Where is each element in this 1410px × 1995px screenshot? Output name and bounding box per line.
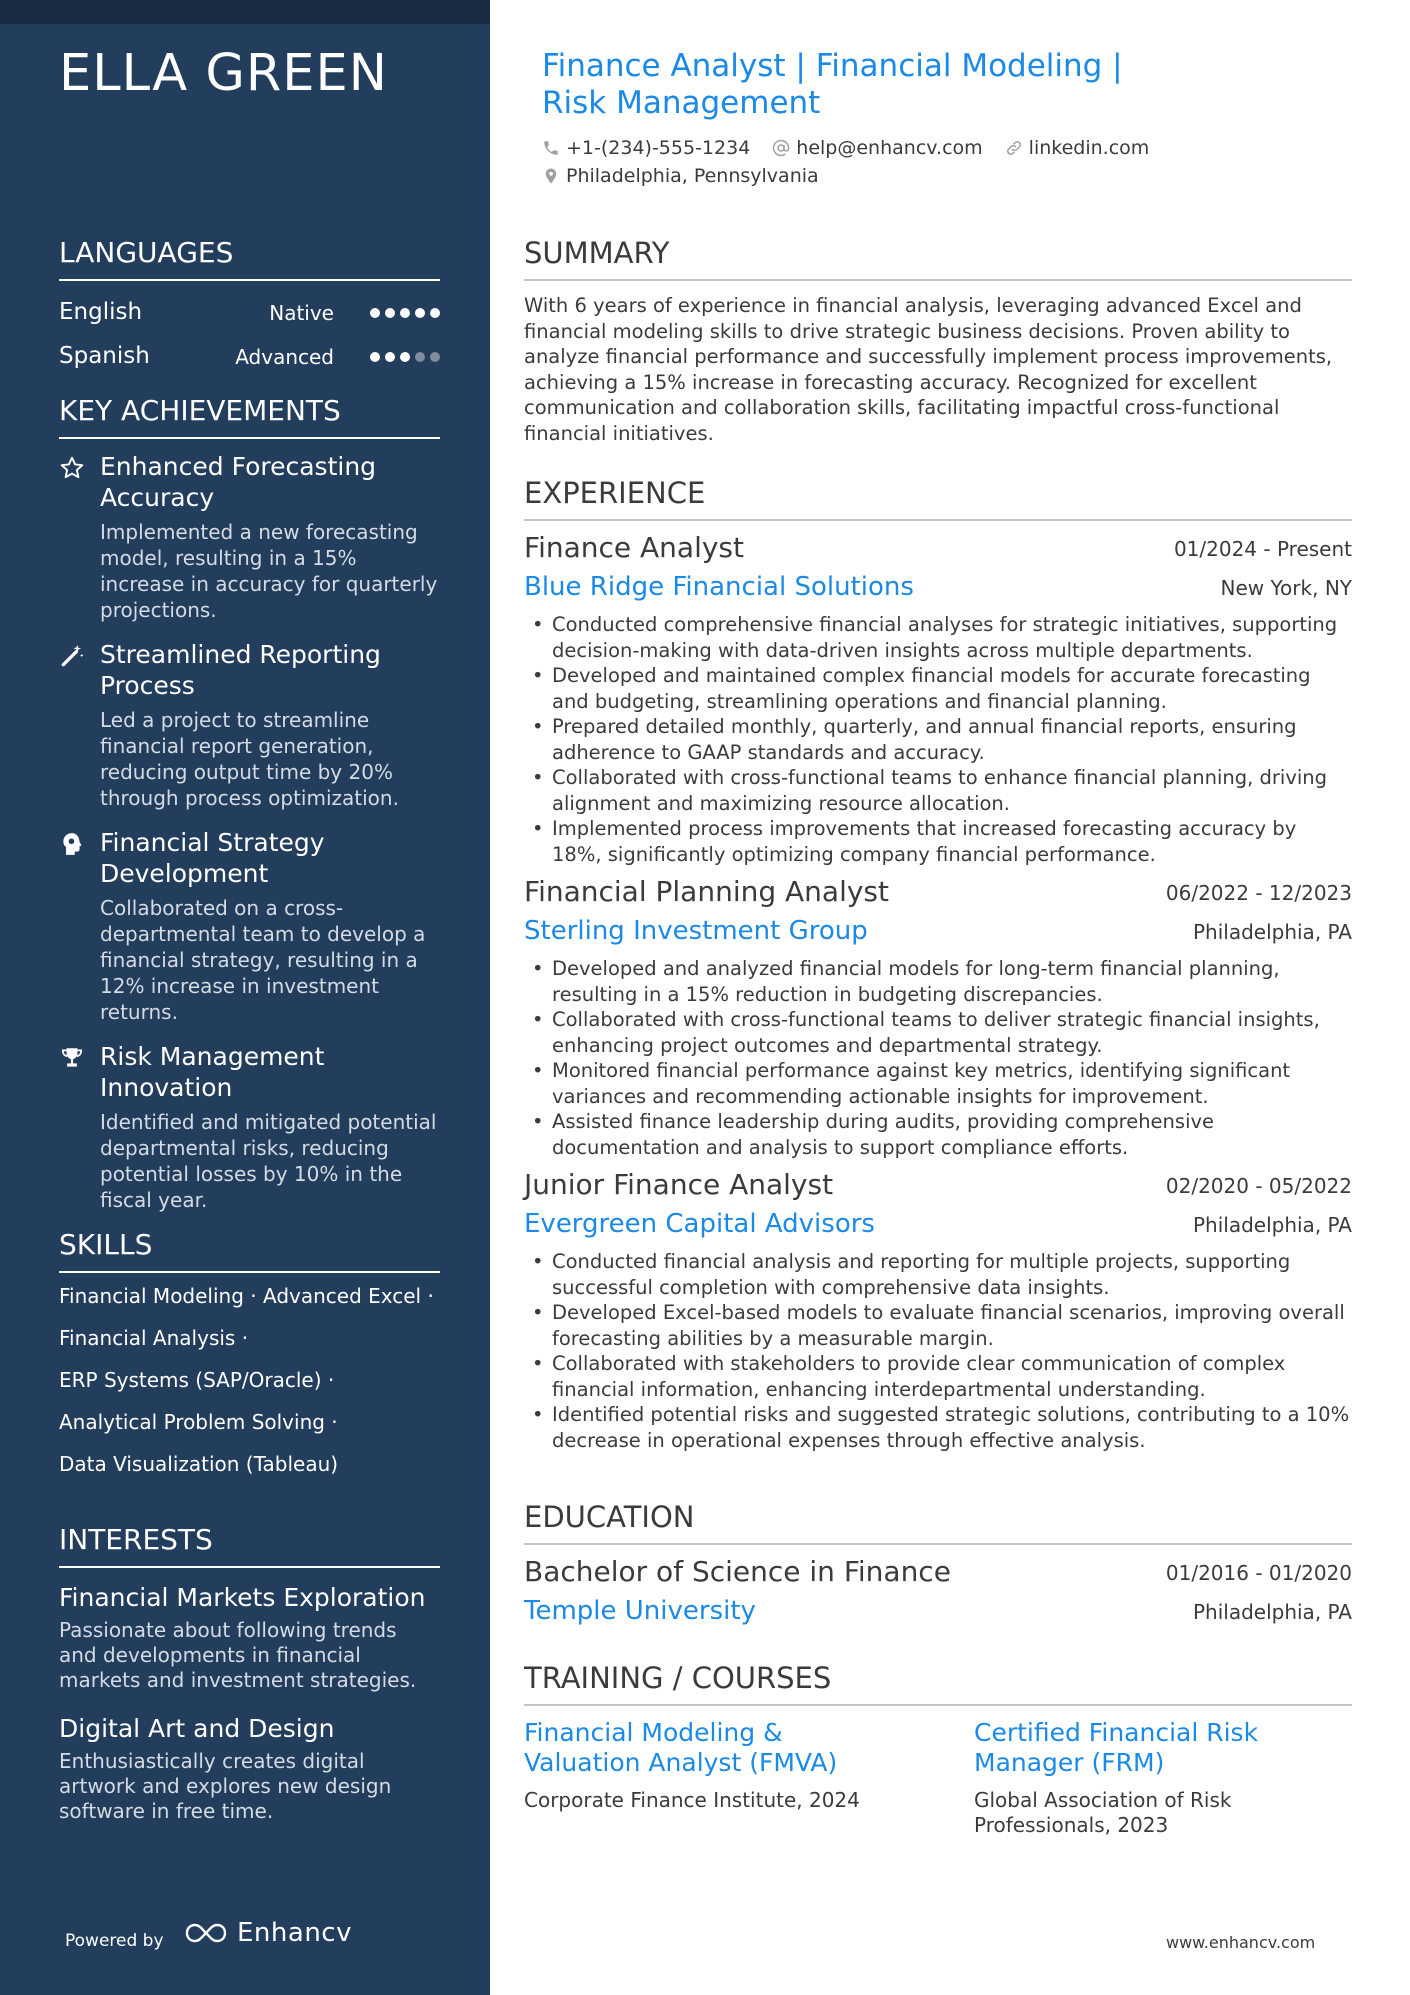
achievements-section xyxy=(59,394,440,1229)
company-name: Evergreen Capital Advisors xyxy=(524,1209,875,1239)
interest-description: Enthusiastically creates digital artwork and explores new design software in free time. xyxy=(59,1749,392,1823)
head-idea-icon xyxy=(59,831,85,857)
experience-heading: EXPERIENCE xyxy=(524,476,1352,521)
skill-line: ERP Systems (SAP/Oracle) · xyxy=(59,1368,335,1392)
phone-text: +1-(234)-555-1234 xyxy=(566,137,751,159)
skill-line: Data Visualization (Tableau) xyxy=(59,1452,339,1476)
dot-filled xyxy=(370,352,380,362)
achievement-description: Collaborated on a cross-departmental team to develop a financial strategy, resulting in a 12% increase in investment returns. xyxy=(100,896,426,1024)
school-name: Temple University xyxy=(524,1596,756,1626)
summary-section xyxy=(524,236,1352,446)
skills-section xyxy=(59,1228,440,1485)
dot-empty xyxy=(415,352,425,362)
job-date: 06/2022 - 12/2023 xyxy=(1165,881,1352,905)
achievement-item xyxy=(59,451,440,623)
sidebar xyxy=(0,0,490,1995)
achievement-item xyxy=(59,639,440,811)
candidate-name: ELLA GREEN xyxy=(59,44,388,103)
dot-filled xyxy=(385,352,395,362)
job-entry xyxy=(524,875,1352,1160)
education-section xyxy=(524,1500,1352,1636)
bullet-item: • Monitored financial performance against key metrics, identifying significant variances and recommending actionable insights for improvement. xyxy=(524,1058,1352,1109)
education-heading: EDUCATION xyxy=(524,1500,1352,1545)
dot-empty xyxy=(430,352,440,362)
dot-filled xyxy=(400,352,410,362)
contact-email[interactable] xyxy=(772,137,982,159)
job-bullets xyxy=(524,612,1352,867)
achievement-title: Streamlined Reporting Process xyxy=(100,640,381,700)
interest-title: Financial Markets Exploration xyxy=(59,1583,426,1612)
link-icon xyxy=(1005,139,1023,157)
course-provider: Global Association of Risk Professionals, 2023 xyxy=(974,1788,1232,1837)
achievement-description: Implemented a new forecasting model, resulting in a 15% increase in accuracy for quarterly projections. xyxy=(100,520,438,622)
contact-row xyxy=(542,137,1171,159)
language-level: Native xyxy=(269,301,334,325)
job-bullets xyxy=(524,956,1352,1160)
job-date: 01/2024 - Present xyxy=(1173,537,1352,561)
job-bullets xyxy=(524,1249,1352,1453)
courses-grid xyxy=(524,1718,1352,1838)
job-title: Financial Planning Analyst xyxy=(524,875,889,908)
job-location: Philadelphia, PA xyxy=(1192,1213,1352,1237)
language-name: Spanish xyxy=(59,343,150,369)
language-item xyxy=(59,335,440,379)
education-date: 01/2016 - 01/2020 xyxy=(1165,1561,1352,1585)
trophy-icon xyxy=(59,1045,85,1071)
skills-heading: SKILLS xyxy=(59,1228,440,1273)
location-row xyxy=(542,165,841,187)
skill-line: Financial Analysis · xyxy=(59,1326,249,1350)
job-location: New York, NY xyxy=(1220,576,1352,600)
enhancv-logo[interactable] xyxy=(183,1918,352,1948)
phone-icon xyxy=(542,139,560,157)
summary-text: With 6 years of experience in financial analysis, leveraging advanced Excel and financial modeling skills to drive strategic business decisions. Proven ability to analyze financial performance and successfully implement process improvements, achieving a 15% increase in forecasting accuracy. Recognized for excellent communication and collaboration skills, facilitating impactful cross-functional financial initiatives. xyxy=(524,294,1333,445)
powered-by-label: Powered by xyxy=(65,1931,164,1951)
location-text: Philadelphia, Pennsylvania xyxy=(566,165,819,187)
experience-section xyxy=(524,476,1352,1461)
achievement-title: Enhanced Forecasting Accuracy xyxy=(100,452,377,512)
course-item xyxy=(524,1718,902,1838)
education-location: Philadelphia, PA xyxy=(1192,1600,1352,1624)
sidebar-top-strip xyxy=(0,0,490,24)
course-provider: Corporate Finance Institute, 2024 xyxy=(524,1788,860,1812)
job-entry xyxy=(524,1168,1352,1453)
bullet-item: • Collaborated with cross-functional teams to deliver strategic financial insights, enhancing project outcomes and departmental strategy. xyxy=(524,1007,1352,1058)
achievement-description: Identified and mitigated potential departmental risks, reducing potential losses by 10% in the fiscal year. xyxy=(100,1110,437,1212)
skill-line: Analytical Problem Solving · xyxy=(59,1410,338,1434)
interests-section xyxy=(59,1523,440,1844)
footer-website[interactable]: www.enhancv.com xyxy=(1166,1933,1316,1952)
contact-location xyxy=(542,165,819,187)
languages-heading: LANGUAGES xyxy=(59,236,440,281)
degree-title: Bachelor of Science in Finance xyxy=(524,1555,951,1588)
bullet-item: • Conducted financial analysis and reporting for multiple projects, supporting successful completion with comprehensive data insights. xyxy=(524,1249,1352,1300)
bullet-item: • Assisted finance leadership during audits, providing comprehensive documentation and analysis to support compliance efforts. xyxy=(524,1109,1352,1160)
contact-linkedin[interactable] xyxy=(1005,137,1150,159)
dot-filled xyxy=(400,308,410,318)
interest-description: Passionate about following trends and developments in financial markets and investment strategies. xyxy=(59,1618,417,1692)
achievements-heading: KEY ACHIEVEMENTS xyxy=(59,394,440,439)
language-level: Advanced xyxy=(235,345,334,369)
interests-heading: INTERESTS xyxy=(59,1523,440,1568)
interest-title: Digital Art and Design xyxy=(59,1714,335,1743)
achievement-item xyxy=(59,827,440,1025)
training-section xyxy=(524,1661,1352,1838)
dot-filled xyxy=(385,308,395,318)
linkedin-text: linkedin.com xyxy=(1028,137,1150,159)
course-title: Financial Modeling & Valuation Analyst (FMVA) xyxy=(524,1718,838,1777)
course-title: Certified Financial Risk Manager (FRM) xyxy=(974,1718,1259,1777)
company-name: Blue Ridge Financial Solutions xyxy=(524,572,914,602)
enhancv-logo-icon xyxy=(183,1921,229,1945)
achievement-description: Led a project to streamline financial report generation, reducing output time by 20% through process optimization. xyxy=(100,708,399,810)
summary-heading: SUMMARY xyxy=(524,236,1352,281)
dot-filled xyxy=(415,308,425,318)
bullet-item: • Collaborated with cross-functional teams to enhance financial planning, driving alignment and maximizing resource allocation. xyxy=(524,765,1352,816)
email-text: help@enhancv.com xyxy=(796,137,983,159)
star-icon xyxy=(59,455,85,481)
language-name: English xyxy=(59,299,143,325)
at-icon xyxy=(772,139,790,157)
skill-line: Financial Modeling · Advanced Excel · xyxy=(59,1284,434,1308)
bullet-item: • Developed and analyzed financial models for long-term financial planning, resulting in a 15% reduction in budgeting discrepancies. xyxy=(524,956,1352,1007)
bullet-item: • Developed and maintained complex financial models for accurate forecasting and budgeting, streamlining operations and financial planning. xyxy=(524,663,1352,714)
dot-filled xyxy=(370,308,380,318)
company-name: Sterling Investment Group xyxy=(524,916,868,946)
bullet-item: • Implemented process improvements that increased forecasting accuracy by 18%, significantly optimizing company financial performance. xyxy=(524,816,1352,867)
bullet-item: • Developed Excel-based models to evaluate financial scenarios, improving overall forecasting abilities by a measurable margin. xyxy=(524,1300,1352,1351)
achievement-item xyxy=(59,1041,440,1213)
training-heading: TRAINING / COURSES xyxy=(524,1661,1352,1706)
magic-wand-icon xyxy=(59,643,85,669)
enhancv-wordmark: Enhancv xyxy=(237,1918,352,1948)
achievement-title: Risk Management Innovation xyxy=(100,1042,325,1102)
languages-section xyxy=(59,236,440,379)
job-entry xyxy=(524,531,1352,867)
contact-phone[interactable] xyxy=(542,137,750,159)
job-title: Junior Finance Analyst xyxy=(524,1168,834,1201)
proficiency-dots xyxy=(370,352,440,362)
course-item xyxy=(974,1718,1352,1838)
job-date: 02/2020 - 05/2022 xyxy=(1165,1174,1352,1198)
headline: Finance Analyst | Financial Modeling | Risk Management xyxy=(542,48,1123,121)
bullet-item: • Prepared detailed monthly, quarterly, and annual financial reports, ensuring adherence to GAAP standards and accuracy. xyxy=(524,714,1352,765)
achievement-title: Financial Strategy Development xyxy=(100,828,325,888)
location-pin-icon xyxy=(542,166,560,186)
job-location: Philadelphia, PA xyxy=(1192,920,1352,944)
bullet-item: • Identified potential risks and suggested strategic solutions, contributing to a 10% decrease in operational expenses through effective analysis. xyxy=(524,1402,1352,1453)
dot-filled xyxy=(430,308,440,318)
language-item xyxy=(59,291,440,335)
job-title: Finance Analyst xyxy=(524,531,744,564)
bullet-item: • Conducted comprehensive financial analyses for strategic initiatives, supporting decision-making with data-driven insights across multiple departments. xyxy=(524,612,1352,663)
proficiency-dots xyxy=(370,308,440,318)
bullet-item: • Collaborated with stakeholders to provide clear communication of complex financial information, enhancing interdepartmental understanding. xyxy=(524,1351,1352,1402)
